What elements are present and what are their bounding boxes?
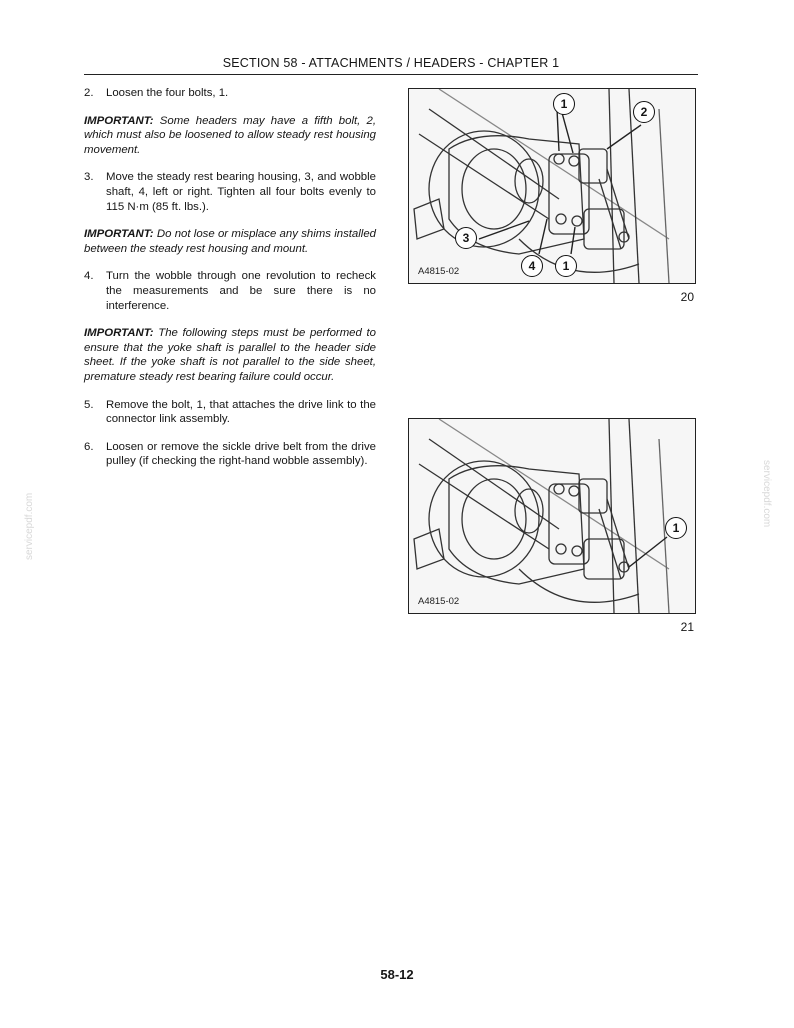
step-number: 5. (84, 398, 94, 411)
figure-number: 20 (680, 290, 694, 304)
important-label: IMPORTANT: (84, 228, 154, 241)
section-header: SECTION 58 - ATTACHMENTS / HEADERS - CHAPTER 1 (222, 56, 560, 70)
step-3 (84, 170, 376, 214)
step-text: Remove the bolt, 1, that attaches the drive link to the connector link assembly. (106, 398, 376, 426)
watermark-right: servicepdf.com (761, 460, 772, 528)
step-text: Loosen or remove the sickle drive belt from the drive pulley (if checking the right-hand wobble assembly). (106, 440, 376, 468)
callout-bolt: 1 (553, 93, 575, 115)
important-label: IMPORTANT: (84, 114, 154, 127)
step-5 (84, 398, 376, 427)
watermark-left: servicepdf.com (24, 492, 35, 560)
page-number: 58-12 (380, 967, 414, 982)
callout-wobble-shaft: 4 (521, 255, 543, 277)
figure-code: A4815-02 (418, 596, 460, 607)
step-number: 3. (84, 171, 94, 184)
step-number: 2. (84, 87, 94, 99)
step-number: 4. (84, 270, 94, 283)
important-note-3 (84, 326, 376, 384)
step-text: Loosen the four bolts, 1. (106, 87, 229, 99)
callout-drive-link-bolt: 1 (665, 517, 687, 539)
figure-number: 21 (680, 620, 694, 634)
figure-code: A4815-02 (418, 266, 460, 277)
important-note-2 (84, 227, 376, 256)
callout-bearing-housing: 3 (455, 227, 477, 249)
callout-bolt: 1 (555, 255, 577, 277)
important-note-1 (84, 114, 376, 158)
important-text: Do not lose or misplace any shims installed between the steady rest housing and mount. (84, 228, 376, 255)
header-rule (84, 74, 698, 75)
step-number: 6. (84, 440, 94, 453)
step-4 (84, 269, 376, 313)
step-text: Move the steady rest bearing housing, 3, and wobble shaft, 4, left or right. Tighten all four bolts evenly to 115 N·m (85 ft. lbs.). (106, 171, 376, 213)
step-2 (84, 86, 376, 101)
figure-20-illustration (408, 88, 696, 284)
callout-fifth-bolt: 2 (633, 101, 655, 123)
wobble-assembly-drawing (409, 419, 695, 613)
figure-21-illustration (408, 418, 696, 614)
instructions-column (84, 86, 376, 482)
important-text: Some headers may have a fifth bolt, 2, which must also be loosened to allow steady rest housing movement. (84, 114, 376, 156)
important-text: The following steps must be performed to ensure that the yoke shaft is parallel to the header side sheet. If the yoke shaft is not parallel to the side sheet, premature steady rest bearing failure could occur. (84, 327, 376, 383)
step-text: Turn the wobble through one revolution to recheck the measurements and be sure there is no interference. (106, 270, 376, 312)
important-label: IMPORTANT: (84, 327, 154, 340)
step-6 (84, 440, 376, 469)
